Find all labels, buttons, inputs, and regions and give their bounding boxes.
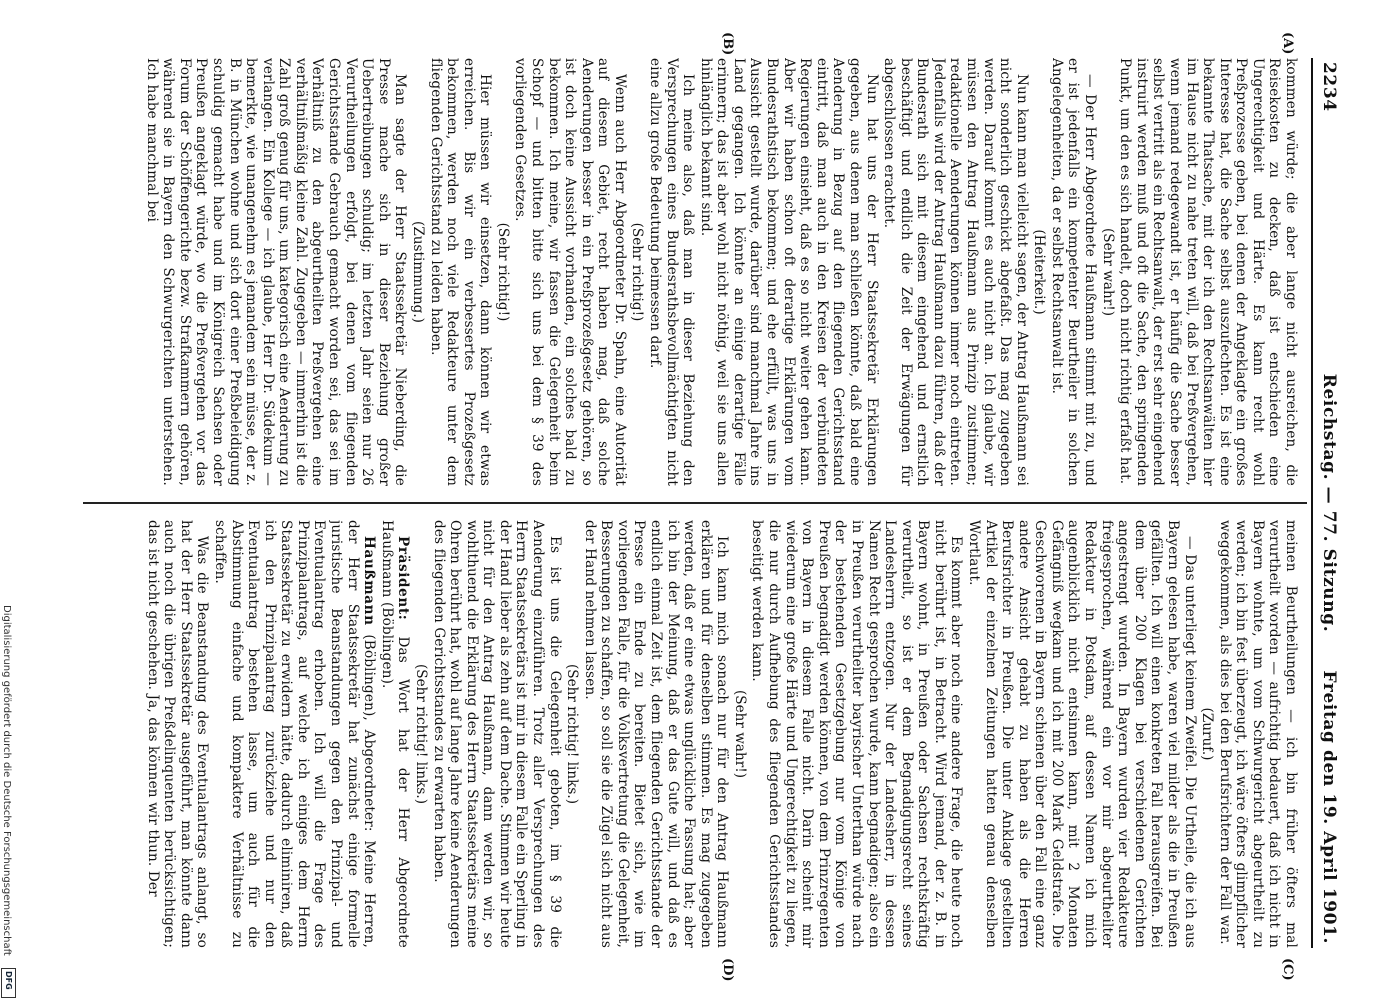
- paragraph: — Das unterliegt keinem Zweifel. Die Urtheile, die ich aus Bayern gelesen habe, waren viel milder als die in Preußen gefällten. Ich will einen konkreten Fall herausgreifen. Bei dem über 200 Klagen bei verschiedenen Gerichten angestrengt wurden. In Bayern wurden vier Redakteure freigesprochen, während ein vor mir abgeurtheilter Redakteur in Potsdam, auf dessen Namen ich mich augenblicklich nicht entsinnen kann, mit 2 Monaten Gefängniß wegkam und ich mit 200 Mark Geldstrafe. Die Geschworenen in Bayern schienen über den Fall eine ganz andere Ansicht gehabt zu haben als die Herren Berufsrichter in Preußen. Die unter Anklage gestellten Artikel der einzelnen Zeitungen hatten genau denselben Wortlaut.: [966, 520, 1198, 948]
- paragraph: Es ist uns die Gelegenheit geboten, im § 39 die Aenderung einzuführen. Trotz aller Versprechungen des Herrn Staatssekretärs ist mir in diesem Falle ein Sperling in der Hand lieber als zehn auf dem Dache. Stimmen wir heute nicht für den Antrag Haußmann, dann werden wir, so wohlthuend die Erklärung des Herrn Staatssekretärs meine Ohren berührt hat, wohl auf lange Jahre keine Aenderungen des fliegenden Gerichtsstandes zu erwarten haben.: [430, 520, 563, 948]
- digitization-credit: [0, 605, 14, 965]
- paragraph: Nun kann man vielleicht sagen, der Antrag Haußmann sei nicht sonderlich geschickt abgefaßt. Das mag zugegeben werden. Darauf kommt es auch nicht an. Ich glaube, wir müssen den Antrag Haußmann aus Prinzip zustimmen; redaktionelle Aenderungen können immer noch eintreten. Jedenfalls wird der Antrag Haußmann dazu führen, daß der Bundesrath sich mit diesem eingehend und ernstlich beschäftigt und endlich die Zeit der Erwägungen für abgeschlossen erachtet.: [881, 58, 1030, 486]
- paragraph: meinen Beurtheilungen — ich bin früher öfters mal verurtheilt worden — aufrichtig bedauert, daß ich nicht in Bayern wohnte, um vom Schwurgericht abgeurtheilt zu werden; ich bin fest überzeugt, ich wäre öfters glimpflicher weggekommen, als dies bei den Berufsrichtern der Fall war.: [1216, 520, 1299, 948]
- speech-text: (Böblingen), Abgeordneter: Meine Herren, der Herr Staatssekretär hat zunächst einige formelle juristische Beanstandungen gegen den Prinzipal- und Eventualantrag erhoben. Ich will die Frage des Prinzipalantrags, auf welche ich einiges dem Herrn Staatssekretär zu erwidern hätte, dadurch eliminiren, daß ich den Prinzipalantrag zurückziehe und nur den Eventualantrag bestehen lasse, um auch für die Abstimmung einfache und kompaktere Verhältnisse zu schaffen.: [212, 520, 378, 948]
- dfg-logo-text: DFG: [4, 971, 13, 990]
- margin-letter-c: (C): [1280, 958, 1295, 981]
- header-title: Reichstag. — 77. Sitzung.: [1319, 373, 1339, 633]
- paragraph: Wenn auch Herr Abgeordneter Dr. Spahn, eine Autorität auf diesem Gebiet, recht haben mag, daß solche Aenderungen besser in ein Preßprozeßgesetz gehören, so ist doch keine Aussicht vorhanden, ein solches bald zu bekommen. Ich meine, wir fassen die Gelegenheit beim Schopf — und bitten bitte sich uns bei dem § 39 des vorliegenden Gesetzes.: [512, 58, 628, 486]
- header-rule: [1311, 58, 1313, 948]
- margin-letter-d: (D): [720, 958, 735, 982]
- interjection: (Sehr richtig! links.): [564, 663, 581, 805]
- paragraph: [378, 520, 411, 948]
- paragraph: — Der Herr Abgeordnete Haußmann stimmt mit zu, und er ist jedenfalls ein kompetenter Beurtheiler in solchen Angelegenheiten, da er selbst Rechtsanwalt ist.: [1048, 58, 1099, 486]
- right-text-column: [63, 520, 1299, 948]
- paragraph: Ich kann mich sonach nur für den Antrag Haußmann erklären und für denselben stimmen. Es mag zugegeben werden, daß er eine etwas unglückliche Fassung hat; aber ich bin der Meinung, daß er das Gute will, und daß es endlich einmal Zeit ist, dem fliegenden Gerichtsstande der Presse ein Ende zu bereiten. Bietet sich, wie im vorliegenden Falle, für die Volksvertretung die Gelegenheit, Besserungen zu schaffen, so soll sie die Zügel sich nicht aus der Hand nehmen lassen.: [581, 520, 731, 948]
- interjection: (Heiterkeit.): [1031, 229, 1048, 315]
- paragraph: Was die Beanstandung des Eventualantrags anlangt, so hat der Herr Staatssekretär ausgeführt, man könnte dann auch noch die übrigen Preßdelinquenten berücksichtigen; das ist nicht geschehen. Ja, das können wir thun. Der: [144, 520, 211, 948]
- column-divider: [83, 502, 1307, 504]
- interjection: (Sehr wahr!): [731, 690, 748, 778]
- paragraph: Es kommt aber noch eine andere Frage, die heute noch nicht berührt ist, in Betracht. Wird jemand, der z. B. in Bayern wohnt, in Preußen oder Sachsen rechtskräftig verurtheilt, so ist er dem Begnadigungsrecht seines Landesherrn entzogen. Nur der Landesherr, in dessen Namen Recht gesprochen wurde, kann begnadigen; also ein in Preußen verurtheilter bayrischer Unterthan würde nach der bestehenden Gesetzgebung nur vom Könige von Preußen begnadigt werden können, von dem Prinzregenten von Bayern in diesem Falle nicht. Darin scheint mir wiederum eine große Härte und Ungerechtigkeit zu liegen, die nur durch Aufhebung des fliegenden Gerichtsstandes beseitigt werden kann.: [749, 520, 965, 948]
- interjection: (Zuruf.): [1199, 707, 1216, 761]
- page-number: 2234: [1319, 62, 1339, 112]
- paragraph: Ich meine also, daß man in dieser Beziehung den Versprechungen eines Bundesrathsbevollmächtigten nicht eine allzu große Bedeutung beimessen darf.: [647, 58, 697, 486]
- digitization-credit-text: Digitalisierung gefördert durch die Deutsche Forschungsgemeinschaft: [1, 605, 12, 956]
- speaker-name: Präsident:: [395, 536, 412, 621]
- header-date: Freitag den 19. April 1901.: [1319, 670, 1339, 944]
- interjection: (Sehr richtig!): [629, 222, 646, 322]
- running-header: [1309, 58, 1343, 948]
- margin-letter-a: (A): [1280, 32, 1295, 55]
- speech-text: Das Wort hat der Herr Abgeordnete Haußmann (Böblingen).: [378, 520, 412, 948]
- interjection: (Zustimmung.): [409, 221, 426, 323]
- rotated-newspaper-page: [63, 32, 1343, 982]
- dfg-logo: [1, 968, 16, 998]
- paragraph: Man sagte der Herr Staatssekretär Nieberding, die Presse mache sich in dieser Beziehung großer Uebertreibungen schuldig; im letzten Jahr seien nur 26 Verurtheilungen erfolgt, bei denen vom fliegenden Gerichtsstande Gebrauch gemacht worden sei, das sei im Verhältniß zu den abgeurtheilten Preßvergehen eine verhältnißmäßig kleine Zahl. Zugegeben — immerhin ist die Zahl groß genug für uns, um kategorisch eine Aenderung zu verlangen. Ein Kollege — ich glaube, Herr Dr. Südekum — bemerkte, wie unangenehm es jemandem sein müsse, der z. B. in München wohne und sich dort einer Preßbeleidigung schuldig gemacht habe und im Königreich Sachsen oder Preußen angeklagt würde, wo die Preßvergehen vor das Forum der Schöffengerichte bezw. Strafkammern gehören, während sie in Bayern den Schwurgerichten unterstehen. Ich habe manchmal bei: [143, 58, 409, 486]
- interjection: (Sehr wahr!): [1099, 228, 1116, 316]
- paragraph: Nun hat uns der Herr Staatssekretär Erklärungen gegeben, aus denen man schließen könnte, daß bald eine Aenderung in Bezug auf den fliegenden Gerichtsstand eintritt, daß man auch in den Kreisen der verbündeten Regierungen einsieht, daß es so nicht weiter gehen kann. Aber wir haben schon oft derartige Erklärungen vom Bundesrathstisch bekommen; und ehe erfüllt, was uns in Aussicht gestellt wurde, darüber sind manchmal Jahre ins Land gegangen. Ich könnte an einige derartige Fälle erinnern; das ist aber wohl nicht nöthig, weil sie uns allen hinlänglich bekannt sind.: [697, 58, 880, 486]
- interjection: (Sehr richtig!): [494, 222, 511, 322]
- speaker-name: Haußmann: [361, 536, 378, 626]
- left-text-column: [63, 58, 1299, 486]
- margin-letter-b: (B): [720, 32, 735, 56]
- paragraph: kommen würde; die aber lange nicht ausreichen, die Reisekosten zu decken, daß ist entschieden eine Ungerechtigkeit und Härte. Es kann recht wohl Preßprozesse geben, bei denen der Angeklagte ein großes Interesse hat, die Sache selbst auszufechten. Es ist eine bekannte Thatsache, mit der ich den Rechtsanwälten hier im Hause nicht zu nahe treten will, daß bei Preßvergehen, wenn jemand redegewandt ist, er häufig die Sache besser selbst vertritt als ein Rechtsanwalt, der erst sehr eingehend instruirt werden muß und oft die Sache, den springenden Punkt, um den es sich handelt, doch nicht richtig erfaßt hat.: [1117, 58, 1299, 486]
- paragraph: [211, 520, 377, 948]
- interjection: (Sehr richtig! links.): [412, 663, 429, 805]
- paragraph: Hier müssen wir einsetzen, dann können wir etwas erreichen. Bis wir ein verbessertes Prozeßgesetz bekommen, werden noch viele Redakteure unter dem fliegenden Gerichtsstand zu leiden haben.: [427, 58, 494, 486]
